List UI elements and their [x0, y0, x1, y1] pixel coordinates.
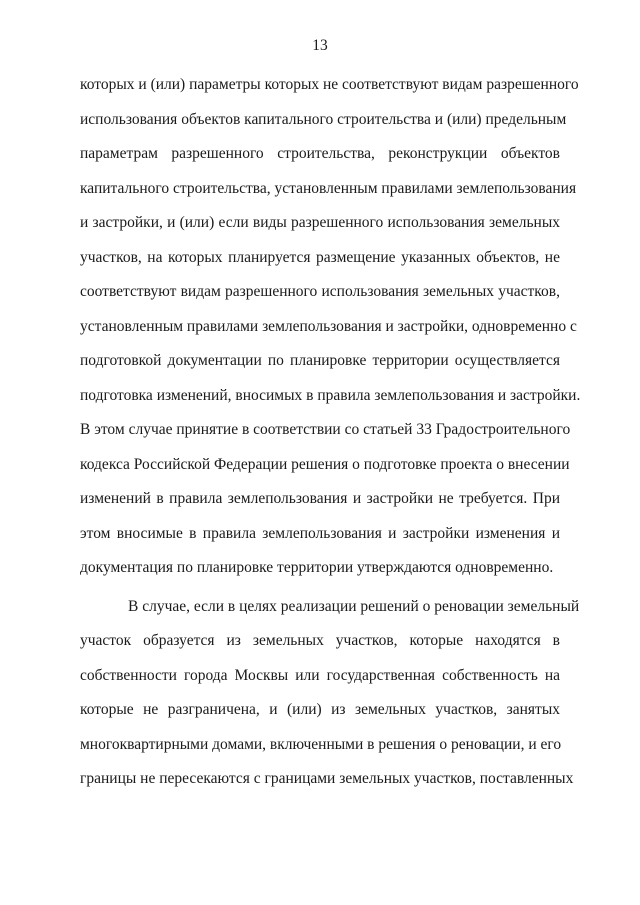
text-line: участков, на которых планируется размещение указанных объектов, не	[80, 248, 560, 266]
text-line: участок образуется из земельных участков, которые находятся в	[80, 632, 560, 649]
text-line: изменений в правила землепользования и застройки не требуется. При	[80, 490, 560, 507]
text-line: кодекса Российской Федерации решения о подготовке проекта о внесении	[80, 455, 570, 473]
text-line: которых и (или) параметры которых не соответствуют видам разрешенного	[80, 76, 579, 93]
text-line: В этом случае принятие в соответствии со статьей 33 Градостроительного	[80, 421, 571, 438]
text-line: использования объектов капитального строительства и (или) предельным	[80, 110, 567, 128]
page-number: 13	[312, 37, 328, 54]
text-line: В случае, если в целях реализации решений о реновации земельный	[128, 597, 580, 615]
text-line: и застройки, и (или) если виды разрешенного использования земельных	[80, 214, 560, 231]
text-line: собственности города Москвы или государственная собственность на	[80, 666, 560, 684]
paragraph-2	[80, 590, 580, 797]
text-line: подготовкой документации по планировке территории осуществляется	[80, 352, 560, 369]
text-line: многоквартирными домами, включенными в решения о реновации, и его	[80, 735, 562, 753]
text-line: капитального строительства, установленным правилами землепользования	[80, 179, 577, 197]
paragraph-1	[80, 68, 581, 586]
document-body	[80, 68, 581, 797]
text-line: подготовка изменений, вносимых в правила землепользования и застройки.	[80, 386, 581, 404]
text-line: этом вносимые в правила землепользования и застройки изменения и	[80, 524, 560, 542]
text-line: установленным правилами землепользования и застройки, одновременно с	[80, 317, 577, 335]
text-line: соответствуют видам разрешенного использования земельных участков,	[80, 283, 560, 300]
text-line: документация по планировке территории утверждаются одновременно.	[80, 559, 554, 576]
text-line: которые не разграничена, и (или) из земельных участков, занятых	[80, 701, 560, 718]
text-line: границы не пересекаются с границами земельных участков, поставленных	[80, 770, 574, 787]
text-line: параметрам разрешенного строительства, реконструкции объектов	[80, 145, 560, 162]
